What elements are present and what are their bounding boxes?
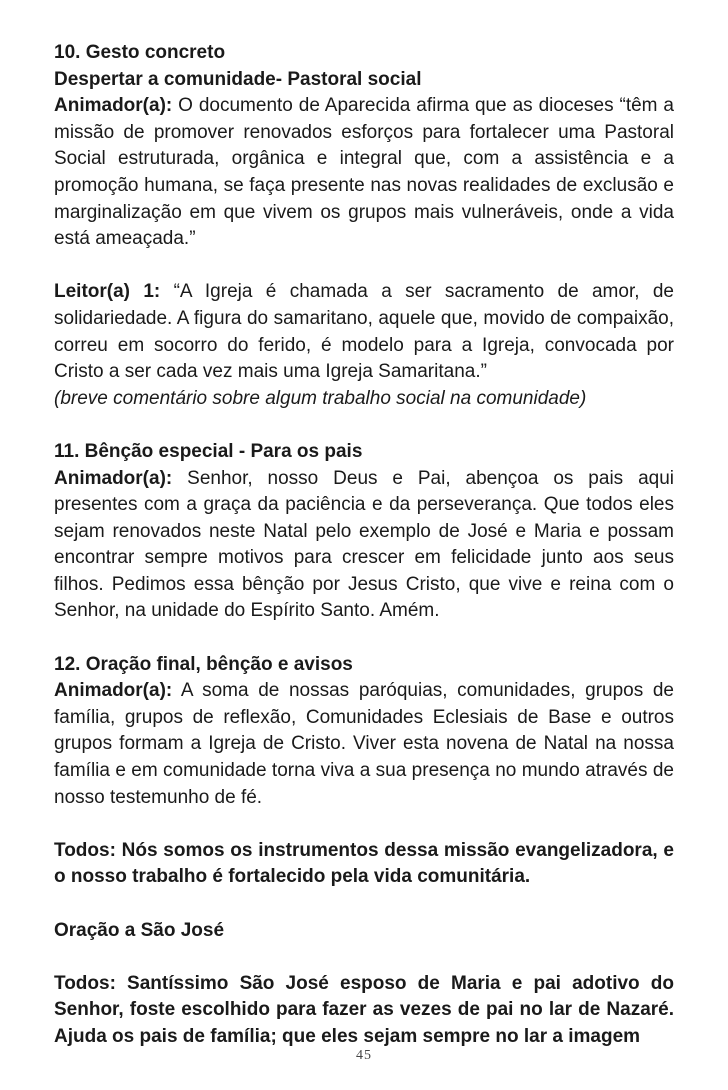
paragraph-text: A soma de nossas paróquias, comunidades, grupos de família, grupos de reflexão, Comunidades Eclesiais de Base e outros grupos formam a Igreja de Cristo. Viver esta novena de Natal na nossa família e em comunidade torna viva a sua presença no mundo através de nosso testemunho de fé. [54, 680, 674, 808]
paragraph-text: Senhor, nosso Deus e Pai, abençoa os pais aqui presentes com a graça da paciência e da perseverança. Que todos eles sejam renovados neste Natal pelo exemplo de José e Maria e possam encontrar sempre motivos para crescer em felicidade junto aos seus filhos. Pedimos essa bênção por Jesus Cristo, que vive e reina com o Senhor, na unidade do Espírito Santo. Amém. [54, 467, 674, 622]
section-10-paragraph [54, 93, 674, 253]
reader-paragraph [54, 279, 674, 385]
page-number: 45 [356, 1048, 372, 1063]
section-11-title: 11. Bênção especial - Para os pais [54, 440, 363, 462]
reader-label: Leitor(a) 1: [54, 281, 161, 303]
section-11-paragraph [54, 466, 674, 626]
speaker-label: Animador(a): [54, 680, 173, 702]
all-response: Todos: Nós somos os instrumentos dessa missão evangelizadora, e o nosso trabalho é fortalecido pela vida comunitária. [54, 839, 674, 888]
reader-text: “A Igreja é chamada a ser sacramento de amor, de solidariedade. A figura do samaritano, aquele que, movido de compaixão, correu em socorro do ferido, é modelo para a Igreja, convocada por Cristo a ser cada vez mais uma Igreja Samaritana.” [54, 281, 674, 383]
page-content [54, 40, 674, 1051]
section-12-paragraph [54, 678, 674, 811]
prayer-text: Todos: Santíssimo São José esposo de Maria e pai adotivo do Senhor, foste escolhido para fazer as vezes de pai no lar de Nazaré. Ajuda os pais de família; que eles sejam sempre no lar a imagem [54, 972, 674, 1047]
comment-note: (breve comentário sobre algum trabalho social na comunidade) [54, 387, 587, 409]
paragraph-text: O documento de Aparecida afirma que as dioceses “têm a missão de promover renovados esforços para fortalecer uma Pastoral Social estruturada, orgânica e integral que, com a assistência e a promoção humana, se faça presente nas novas realidades de exclusão e marginalização em que vivem os grupos mais vulneráveis, onde a vida está ameaçada.” [54, 95, 674, 250]
section-10-subtitle: Despertar a comunidade- Pastoral social [54, 68, 422, 90]
section-12-title: 12. Oração final, bênção e avisos [54, 653, 353, 675]
speaker-label: Animador(a): [54, 467, 173, 489]
prayer-title: Oração a São José [54, 919, 225, 941]
speaker-label: Animador(a): [54, 95, 173, 117]
section-10-title: 10. Gesto concreto [54, 42, 226, 63]
